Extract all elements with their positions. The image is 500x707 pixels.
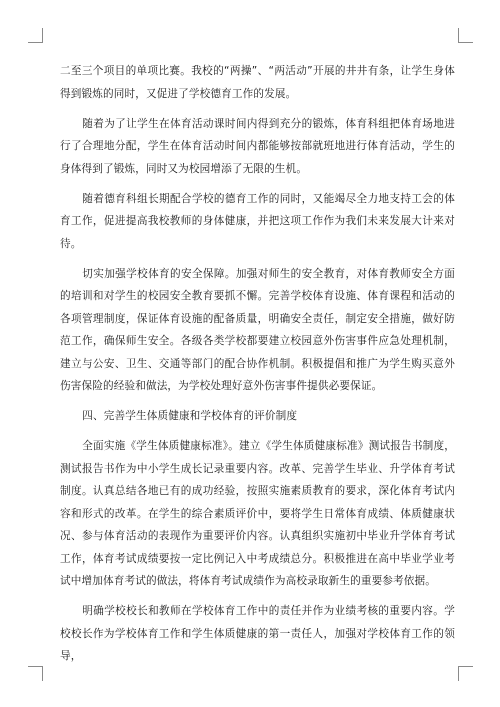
- paragraph-safety: 切实加强学校体育的安全保障。加强对师生的安全教育，对体育教师安全方面的培训和对学生的校园安全教育要抓不懈。完善学校体育设施、体育课程和活动的各项管理制度，保证体育设施的配备质量，明确安全责任，制定安全措施，做好防范工作，确保师生安全。各级各类学校都要建立校园意外伤害事件应急处理机制，建立与公安、卫生、交通等部门的配合协作机制。积极提倡和推广为学生购买意外伤害保险的经验和做法，为学校处理好意外伤害事件提供必要保证。: [60, 267, 455, 392]
- paragraph-responsibility: 明确学校校长和教师在学校体育工作中的责任并作为业绩考核的重要内容。学校校长作为学校体育工作和学生体质健康的第一责任人，加强对学校体育工作的领导，: [60, 605, 455, 662]
- crop-mark-bottom-right: [458, 666, 473, 681]
- crop-mark-top-left: [28, 28, 43, 43]
- document-body: [60, 60, 455, 675]
- paragraph-venue-allocation: 随着为了让学生在体育活动课时间内得到充分的锻炼，体育科组把体育场地进行了合理地分配，学生在体育活动时间内都能够按部就班地进行体育活动，学生的身体得到了锻炼，同时又为校园增添了无限的生机。: [60, 117, 455, 175]
- paragraph-union-support: 随着德育科组长期配合学校的德育工作的同时，又能竭尽全力地支持工会的体育工作，促进提高我校教师的身体健康，并把这项工作作为我们未来发展大计来对待。: [60, 192, 455, 250]
- crop-mark-bottom-left: [28, 666, 43, 681]
- paragraph-evaluation: 全面实施《学生体质健康标准》。建立《学生体质健康标准》测试报告书制度，测试报告书作为中小学生成长记录重要内容。改革、完善学生毕业、升学体育考试制度。认真总结各地已有的成功经验，按照实施素质教育的要求，深化体育考试内容和形式的改革。在学生的综合素质评价中，要将学生日常体育成绩、体质健康状况、参与体育活动的表现作为重要评价内容。认真组织实施初中毕业升学体育考试工作，体育考试成绩要按一定比例记入中考成绩总分。积极推进在高中毕业学业考试中增加体育考试的做法，将体育考试成绩作为高校录取新生的重要参考依据。: [60, 440, 455, 587]
- section-heading: 四、完善学生体质健康和学校体育的评价制度: [82, 410, 298, 422]
- paragraph-continuation: 二至三个项目的单项比赛。我校的“两操”、“两活动”开展的井井有条，让学生身体得到锻炼的同时，又促进了学校德育工作的发展。: [60, 65, 455, 100]
- crop-mark-top-right: [458, 28, 473, 43]
